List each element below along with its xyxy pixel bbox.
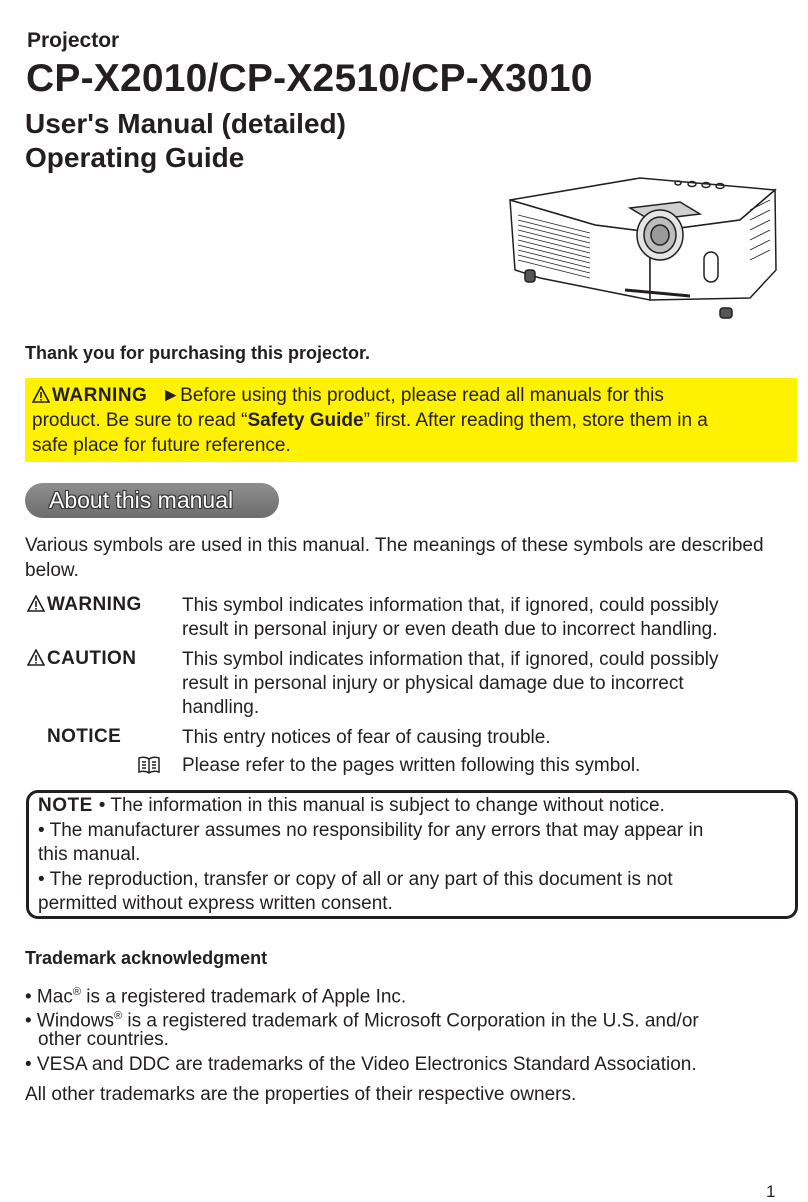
intro-text: Various symbols are used in this manual. The meanings of these symbols are described below.: [25, 535, 764, 581]
warning-label: WARNING: [52, 385, 148, 406]
registered-mark: ®: [114, 1010, 123, 1022]
trademark-others: All other trademarks are the properties of their respective owners.: [25, 1084, 577, 1105]
warning-text-1: Before using this product, please read all manuals for this: [180, 385, 664, 406]
warning-text-2b: ” first. After reading them, store them in a: [363, 410, 708, 431]
notice-symbol-desc: This entry notices of fear of causing trouble.: [182, 727, 551, 748]
guide-title: Operating Guide: [25, 142, 245, 173]
section-title: About this manual: [49, 487, 234, 513]
warning-symbol-desc: [182, 594, 792, 642]
thanks-message: Thank you for purchasing this projector.: [25, 343, 371, 363]
warning-line-3: safe place for future reference.: [32, 435, 291, 456]
warning-line-2: [32, 408, 797, 433]
caution-symbol-label: CAUTION: [47, 648, 137, 669]
desc-line: This symbol indicates information that, if ignored, could possibly: [182, 595, 719, 616]
note-item: • The manufacturer assumes no responsibility for any errors that may appear in: [38, 819, 704, 841]
model-numbers: CP-X2010/CP-X2510/CP-X3010: [26, 57, 593, 100]
book-icon: [138, 756, 160, 774]
tm-text: is a registered trademark of Apple Inc.: [80, 986, 407, 1008]
warning-symbol-label: WARNING: [47, 594, 142, 615]
note-item: • The reproduction, transfer or copy of all or any part of this document is not: [38, 868, 673, 890]
warning-text-2a: product. Be sure to read “: [32, 410, 248, 431]
section-heading: [25, 483, 279, 518]
trademark-windows-cont: other countries.: [38, 1029, 169, 1050]
warning-box: [25, 378, 797, 462]
caution-triangle-icon: [27, 649, 45, 666]
note-item-cont: permitted without express written consent.: [38, 893, 393, 914]
desc-line: handling.: [182, 697, 260, 718]
desc-line: result in personal injury or physical damage due to incorrect: [182, 673, 684, 694]
legend-warning: [27, 594, 142, 616]
arrow-icon: ►: [161, 385, 181, 406]
warning-line-1: [32, 383, 797, 408]
tm-text: • Windows: [25, 1010, 115, 1032]
notice-symbol-label: NOTICE: [47, 726, 122, 747]
note-text: [38, 794, 794, 917]
tm-text: • Mac: [25, 986, 73, 1008]
desc-line: result in personal injury or even death due to incorrect handling.: [182, 619, 718, 640]
doc-category: Projector: [27, 29, 120, 52]
registered-mark: ®: [72, 986, 81, 998]
tm-text: is a registered trademark of Microsoft Corporation in the U.S. and/or: [122, 1010, 699, 1032]
note-item: • The information in this manual is subject to change without notice.: [98, 795, 665, 816]
caution-symbol-desc: [182, 648, 792, 720]
page-number: 1: [766, 1182, 776, 1201]
reference-symbol-desc: Please refer to the pages written following this symbol.: [182, 755, 641, 776]
trademark-title: Trademark acknowledgment: [25, 948, 268, 968]
manual-title: User's Manual (detailed): [25, 108, 346, 139]
legend-caution: [27, 648, 136, 670]
warning-triangle-icon: [32, 386, 50, 403]
desc-line: This symbol indicates information that, if ignored, could possibly: [182, 649, 719, 670]
projector-illustration: [500, 170, 780, 330]
trademark-vesa: • VESA and DDC are trademarks of the Video Electronics Standard Association.: [25, 1054, 697, 1075]
warning-triangle-icon: [27, 595, 45, 612]
note-item-cont: this manual.: [38, 844, 141, 865]
note-label: NOTE: [38, 795, 93, 816]
safety-guide-ref: Safety Guide: [247, 410, 364, 431]
